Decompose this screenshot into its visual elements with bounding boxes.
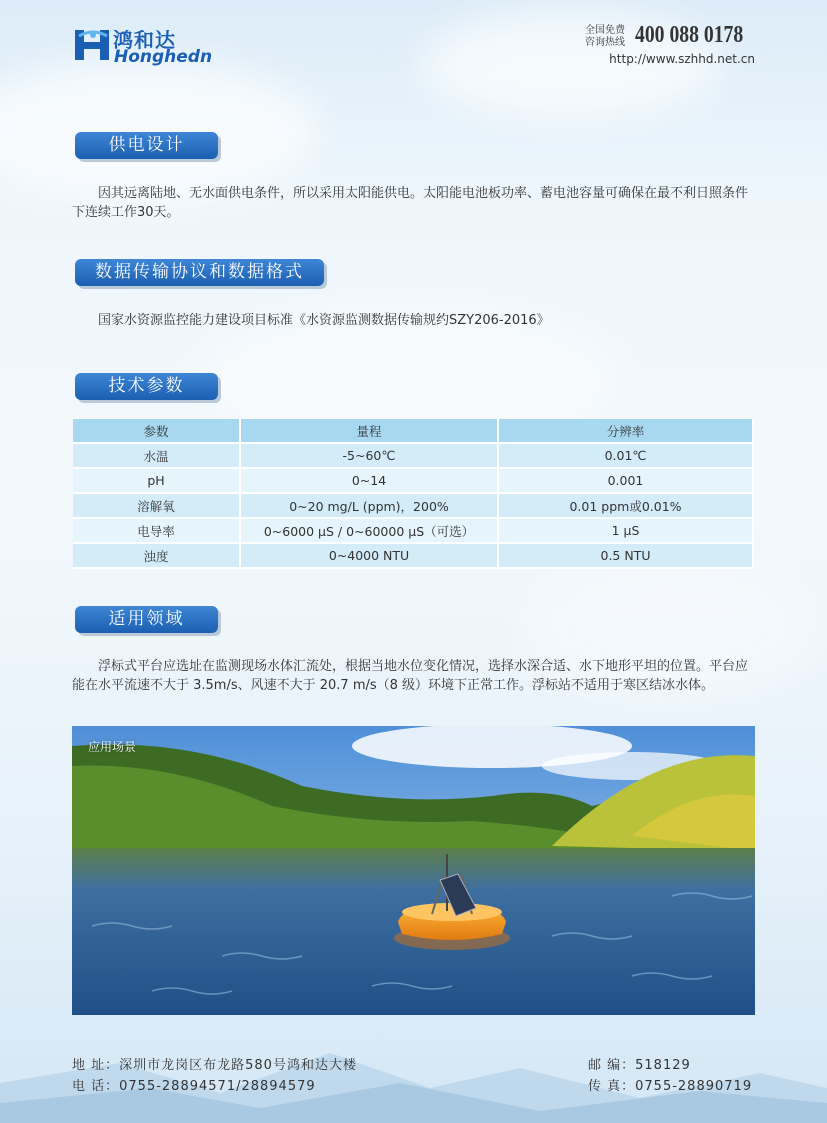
table-cell: 水温 [73,443,240,468]
table-cell: 0.01 ppm或0.01% [498,493,753,518]
scope-text: 浮标式平台应选址在监测现场水体汇流处，根据当地水位变化情况，选择水深合适、水下地形平坦的位置。平台应能在水平流速不大于 3.5m/s、风速不大于 20.7 m/s（8 级）环境下正常工作。浮标站不适用于寒区结冰水体。 [72,659,749,693]
phone-value: 0755-28894571/28894579 [119,1079,316,1094]
table-cell: 浊度 [73,543,240,568]
footer-fax [588,1075,752,1094]
table-cell: 0~4000 NTU [240,543,498,568]
section-title-power: 供电设计 [75,132,218,159]
table-cell: pH [73,468,240,493]
table-cell: 1 μS [498,518,753,543]
table-cell: 电导率 [73,518,240,543]
table-cell: 0~20 mg/L (ppm)，200% [240,493,498,518]
hhd-logo-icon [73,26,113,64]
table-cell: 0~6000 μS / 0~60000 μS（可选） [240,518,498,543]
spec-table [73,419,754,569]
power-text: 因其远离陆地、无水面供电条件，所以采用太阳能供电。太阳能电池板功率、蓄电池容量可确保在最不利日照条件下连续工作30天。 [72,186,749,220]
hotline-label [585,25,631,49]
scope-paragraph [72,657,756,695]
table-row [73,543,753,568]
table-row [73,468,753,493]
table-row [73,443,753,468]
fax-value: 0755-28890719 [635,1079,753,1094]
address-value: 深圳市龙岗区布龙路580号鸿和达大楼 [119,1058,357,1073]
address-label: 地 址： [72,1058,120,1073]
website-url[interactable]: http://www.szhhd.net.cn [609,52,755,66]
logo-english-name: Honghedn [114,47,213,67]
table-cell: 0.01℃ [498,443,753,468]
scene-caption: 应用场景 [88,740,137,754]
lake-buoy-illustration [72,726,755,1015]
section-title-protocol: 数据传输协议和数据格式 [75,259,324,286]
section-title-scope: 适用领域 [75,606,218,633]
hotline-label-line2: 咨询热线 [585,37,625,48]
table-row [73,518,753,543]
protocol-paragraph [72,311,756,330]
postcode-label: 邮 编： [588,1058,636,1073]
table-cell: 0.001 [498,468,753,493]
protocol-text: 国家水资源监控能力建设项目标准《水资源监测数据传输规约SZY206-2016》 [98,313,550,328]
footer-postcode [588,1054,691,1073]
hotline-label-line1: 全国免费 [585,25,625,36]
logo-chinese-name: 鸿和达 [113,28,176,52]
footer-phone [72,1075,316,1094]
table-cell: 0.5 NTU [498,543,753,568]
application-scene-photo [72,726,755,1015]
table-header-row [73,419,753,443]
table-header-cell: 分辨率 [498,419,753,443]
fax-label: 传 真： [588,1079,636,1094]
table-row [73,493,753,518]
table-cell: 溶解氧 [73,493,240,518]
table-header-cell: 参数 [73,419,240,443]
power-paragraph [72,184,756,222]
footer-address [72,1054,357,1073]
company-logo [73,24,213,68]
postcode-value: 518129 [635,1058,691,1073]
background-cloud [0,60,320,200]
hotline-number: 400 088 0178 [635,22,744,48]
table-header-cell: 量程 [240,419,498,443]
hotline-block [585,22,755,67]
section-title-params: 技术参数 [75,373,218,400]
table-cell: -5~60℃ [240,443,498,468]
table-cell: 0~14 [240,468,498,493]
phone-label: 电 话： [72,1079,120,1094]
